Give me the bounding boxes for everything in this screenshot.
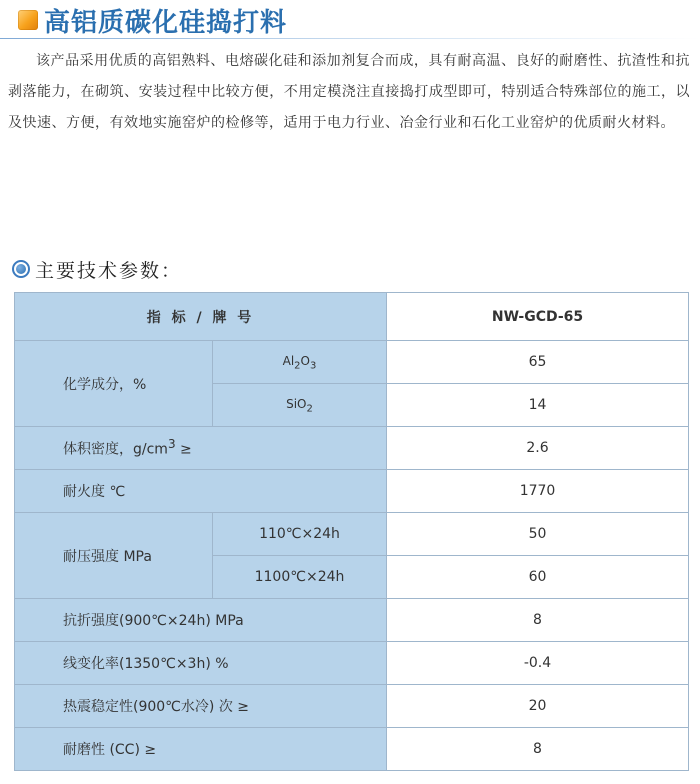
page-title: 高铝质碳化硅捣打料 xyxy=(44,7,288,38)
cs-value-1: 50 xyxy=(387,513,689,556)
wear-resistance-value: 8 xyxy=(387,728,689,771)
section-title: 主要技术参数： xyxy=(35,259,183,282)
table-row xyxy=(15,685,689,728)
refractoriness-value: 1770 xyxy=(387,470,689,513)
cs-value-2: 60 xyxy=(387,556,689,599)
chem-composition-label: 化学成分，% xyxy=(15,341,213,427)
section-heading xyxy=(12,256,182,282)
cs-condition-2: 1100℃×24h xyxy=(213,556,387,599)
thermal-shock-value: 20 xyxy=(387,685,689,728)
thermal-shock-label: 热震稳定性(900℃水冷) 次 ≥ xyxy=(15,685,387,728)
linear-change-value: -0.4 xyxy=(387,642,689,685)
table-row xyxy=(15,470,689,513)
density-label: 体积密度，$g/cm^3$ ≥ xyxy=(15,427,387,470)
compressive-strength-label: 耐压强度 MPa xyxy=(15,513,213,599)
sio2-value: 14 xyxy=(387,384,689,427)
header-label-cell: 指 标 / 牌 号 xyxy=(15,293,387,341)
table-row xyxy=(15,427,689,470)
parameter-table xyxy=(14,292,689,771)
title-divider xyxy=(0,38,700,39)
flexural-strength-label: 抗折强度(900℃×24h) MPa xyxy=(15,599,387,642)
table-row xyxy=(15,728,689,771)
header-grade-cell: NW-GCD-65 xyxy=(387,293,689,341)
sio2-label: SiO$_2$ xyxy=(213,384,387,427)
refractoriness-label: 耐火度 ℃ xyxy=(15,470,387,513)
table-row xyxy=(15,341,689,384)
title-bar xyxy=(18,2,287,38)
flexural-strength-value: 8 xyxy=(387,599,689,642)
cs-condition-1: 110℃×24h xyxy=(213,513,387,556)
al2o3-value: 65 xyxy=(387,341,689,384)
table-row xyxy=(15,642,689,685)
table-row xyxy=(15,513,689,556)
product-description: 该产品采用优质的高铝熟料、电熔碳化硅和添加剂复合而成，具有耐高温、良好的耐磨性、抗渣性和抗剥落能力，在砌筑、安装过程中比较方便，不用定模浇注直接捣打成型即可，特别适合特殊部位的施工，以及快速、方便，有效地实施窑炉的检修等，适用于电力行业、冶金行业和石化工业窑炉的优质耐火材料。 xyxy=(8,53,690,131)
table-header-row xyxy=(15,293,689,341)
table-row xyxy=(15,599,689,642)
linear-change-label: 线变化率(1350℃×3h) % xyxy=(15,642,387,685)
wear-resistance-label: 耐磨性 (CC) ≥ xyxy=(15,728,387,771)
al2o3-label: $Al_2O_3$ xyxy=(213,341,387,384)
density-value: 2.6 xyxy=(387,427,689,470)
circle-bullet-icon xyxy=(12,260,30,278)
orange-square-icon xyxy=(18,10,38,30)
